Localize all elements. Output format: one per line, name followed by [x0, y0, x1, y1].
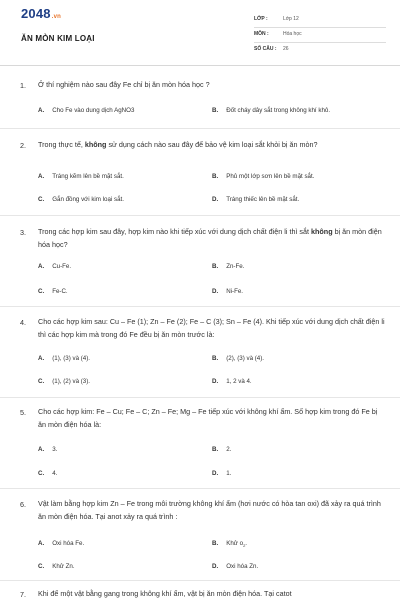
- meta-class: [254, 16, 386, 22]
- question-number: 5.: [20, 408, 26, 417]
- option-b[interactable]: B. Đốt cháy dây sắt trong không khí khô.: [212, 107, 331, 114]
- meta-count-label: SỐ CÂU :: [254, 46, 277, 52]
- option-b[interactable]: B. 2.: [212, 446, 232, 453]
- page-title: ĂN MÒN KIM LOẠI: [21, 34, 95, 43]
- option-a[interactable]: A. 3.: [38, 446, 58, 453]
- logo-tld-text: .vn: [51, 14, 62, 20]
- meta-subject-value: Hóa học: [283, 31, 302, 37]
- question-divider: [0, 128, 400, 129]
- meta-divider: [254, 42, 386, 43]
- question-divider: [0, 488, 400, 489]
- option-b[interactable]: B. Zn-Fe.: [212, 263, 245, 270]
- option-b[interactable]: B. Phủ một lớp sơn lên bề mặt sắt.: [212, 173, 315, 180]
- question-text: Cho các hợp kim sau: Cu – Fe (1); Zn – Fe (2); Fe – C (3); Sn – Fe (4). Khi tiếp xúc với dung dịch chất điện li thì các hợp kim mà trong đó Fe đều bị ăn mòn trước là:: [38, 317, 385, 339]
- question-number: 2.: [20, 141, 26, 150]
- question-number: 7.: [20, 590, 26, 599]
- option-b[interactable]: B. (2), (3) và (4).: [212, 355, 265, 362]
- question-text: Trong các hợp kim sau đây, hợp kim nào khi tiếp xúc với dung dịch chất điện li thì sắt không bị ăn mòn điện hóa học?: [38, 227, 382, 249]
- option-d[interactable]: D. Ni-Fe.: [212, 288, 244, 295]
- meta-subject-label: MÔN :: [254, 31, 269, 37]
- option-a[interactable]: A. (1), (3) và (4).: [38, 355, 91, 362]
- option-d[interactable]: D. Tráng thiếc lên bề mặt sắt.: [212, 196, 300, 203]
- option-a[interactable]: A. Oxi hóa Fe.: [38, 540, 85, 547]
- question-number: 4.: [20, 318, 26, 327]
- option-d[interactable]: D. Oxi hóa Zn.: [212, 563, 259, 570]
- question-divider: [0, 215, 400, 216]
- meta-count-value: 26: [283, 46, 289, 52]
- question-number: 1.: [20, 81, 26, 90]
- question-text: Khi để một vật bằng gang trong không khí ẩm, vật bị ăn mòn điện hóa. Tại catot: [38, 589, 292, 598]
- meta-class-label: LỚP :: [254, 16, 268, 22]
- question-text: Trong thực tế, không sử dụng cách nào sau đây để bảo vệ kim loại sắt khỏi bị ăn mòn?: [38, 140, 318, 149]
- question-text: Cho các hợp kim: Fe – Cu; Fe – C; Zn – Fe; Mg – Fe tiếp xúc với không khí ẩm. Số hợp kim trong đó Fe bị ăn mòn điện hóa là:: [38, 407, 378, 429]
- option-c[interactable]: C. (1), (2) và (3).: [38, 378, 91, 385]
- question-divider: [0, 306, 400, 307]
- option-c[interactable]: C. Khử Zn.: [38, 563, 75, 570]
- option-c[interactable]: C. Gắn đồng với kim loại sắt.: [38, 196, 124, 203]
- question-divider: [0, 580, 400, 581]
- question-number: 6.: [20, 500, 26, 509]
- meta-class-value: Lớp 12: [283, 16, 299, 22]
- meta-divider: [254, 27, 386, 28]
- option-a[interactable]: A. Tráng kẽm lên bề mặt sắt.: [38, 173, 124, 180]
- meta-subject: [254, 31, 386, 37]
- question-number: 3.: [20, 228, 26, 237]
- question-text: Vật làm bằng hợp kim Zn – Fe trong môi trường không khí ẩm (hơi nước có hòa tan oxi) đã xảy ra quá trình ăn mòn điện hóa. Tại anot xảy ra quá trình :: [38, 499, 381, 521]
- option-d[interactable]: D. 1.: [212, 470, 232, 477]
- document-header: [0, 0, 400, 66]
- option-a[interactable]: A. Cu-Fe.: [38, 263, 72, 270]
- option-c[interactable]: C. Fe-C.: [38, 288, 68, 295]
- option-b[interactable]: B. Khử $o_2$.: [212, 540, 248, 549]
- option-a[interactable]: A. Cho Fe vào dung dịch AgNO3: [38, 107, 135, 114]
- option-c[interactable]: C. 4.: [38, 470, 58, 477]
- question-text: Ở thí nghiệm nào sau đây Fe chỉ bị ăn mòn hóa học ?: [38, 80, 210, 89]
- site-logo[interactable]: [21, 6, 61, 21]
- meta-count: [254, 46, 386, 52]
- logo-main-text: 2048: [21, 6, 51, 21]
- option-d[interactable]: D. 1, 2 và 4.: [212, 378, 252, 385]
- question-divider: [0, 397, 400, 398]
